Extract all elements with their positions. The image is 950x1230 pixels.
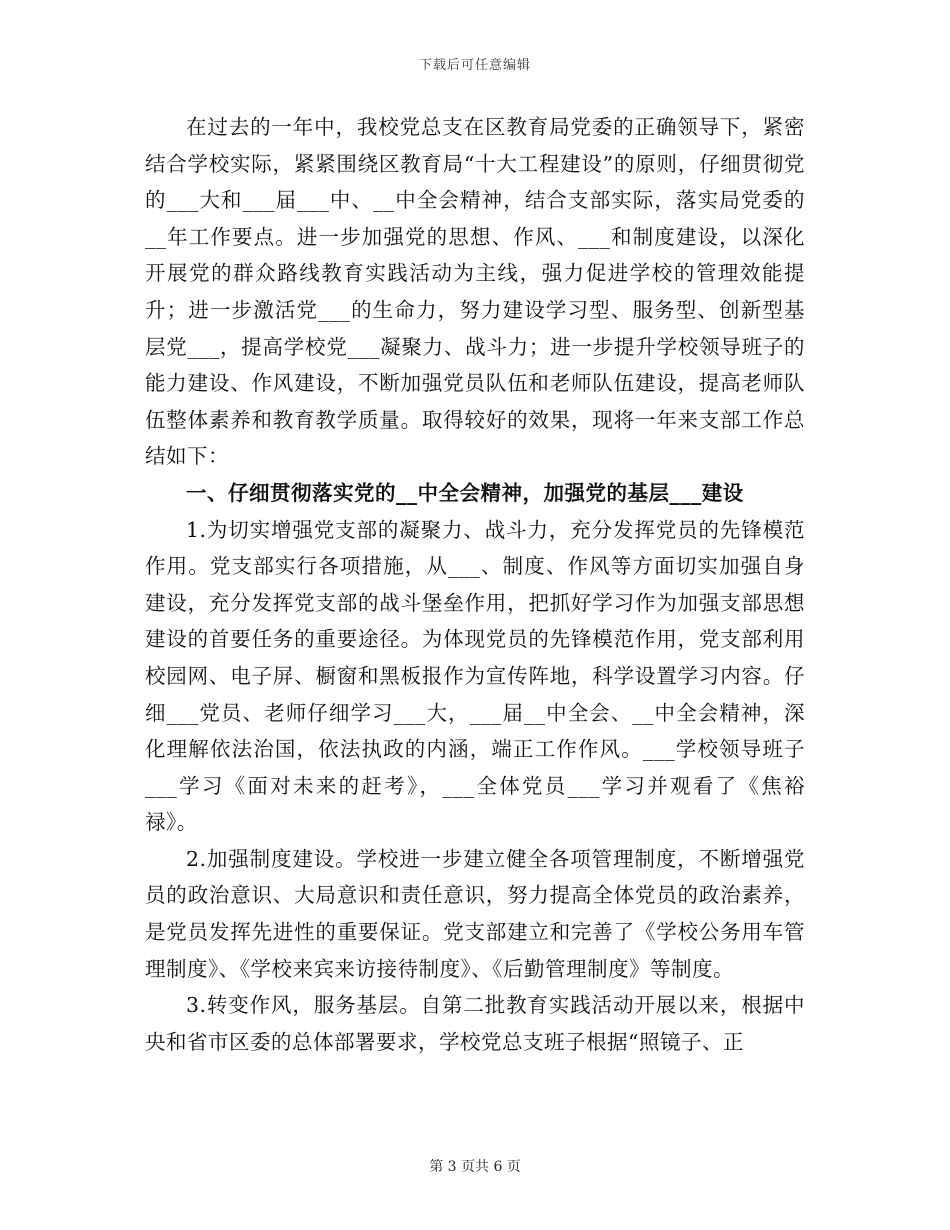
intro-paragraph: 在过去的一年中，我校党总支在区教育局党委的正确领导下，紧密结合学校实际，紧紧围绕区教育局“十大工程建设”的原则，仔细贯彻党的___大和___届___中、__中全会精神，结合支部实际，落实局党委的__年工作要点。进一步加强党的思想、作风、___和制度建设，以深化开展党的群众路线教育实践活动为主线，强力促进学校的管理效能提升；进一步激活党___的生命力，努力建设学习型、服务型、创新型基层党___，提高学校党___凝聚力、战斗力；进一步提升学校领导班子的能力建设、作风建设，不断加强党员队伍和老师队伍建设，提高老师队伍整体素养和教育教学质量。取得较好的效果，现将一年来支部工作总结如下： bbox=[145, 115, 805, 469]
point-1-paragraph: 1.为切实增强党支部的凝聚力、战斗力，充分发挥党员的先锋模范作用。党支部实行各项措施，从___、制度、作风等方面切实加强自身建设，充分发挥党支部的战斗堡垒作用，把抓好学习作为加强支部思想建设的首要任务的重要途径。为体现党员的先锋模范作用，党支部利用校园网、电子屏、橱窗和黑板报作为宣传阵地，科学设置学习内容。仔细___党员、老师仔细学习___大，___届__中全会、__中全会精神，深化理解依法治国，依法执政的内涵，端正工作作风。___学校领导班子___学习《面对未来的赶考》，___全体党员___学习并观看了《焦裕禄》。 bbox=[145, 517, 805, 835]
point-2-paragraph: 2.加强制度建设。学校进一步建立健全各项管理制度，不断增强党员的政治意识、大局意识和责任意识，努力提高全体党员的政治素养，是党员发挥先进性的重要保证。党支部建立和完善了《学校公务用车管理制度》、《学校来宾来访接待制度》、《后勤管理制度》等制度。 bbox=[145, 846, 805, 981]
point-3-paragraph: 3.转变作风，服务基层。自第二批教育实践活动开展以来，根据中央和省市区委的总体部署要求，学校党总支班子根据“照镜子、正 bbox=[145, 993, 805, 1054]
document-body bbox=[145, 109, 805, 1060]
page-number-footer: 第 3 页共 6 页 bbox=[429, 1159, 521, 1175]
section-heading: 一、仔细贯彻落实党的__中全会精神，加强党的基层___建设 bbox=[186, 480, 744, 505]
page-header: 下载后可任意编辑 bbox=[418, 58, 531, 73]
